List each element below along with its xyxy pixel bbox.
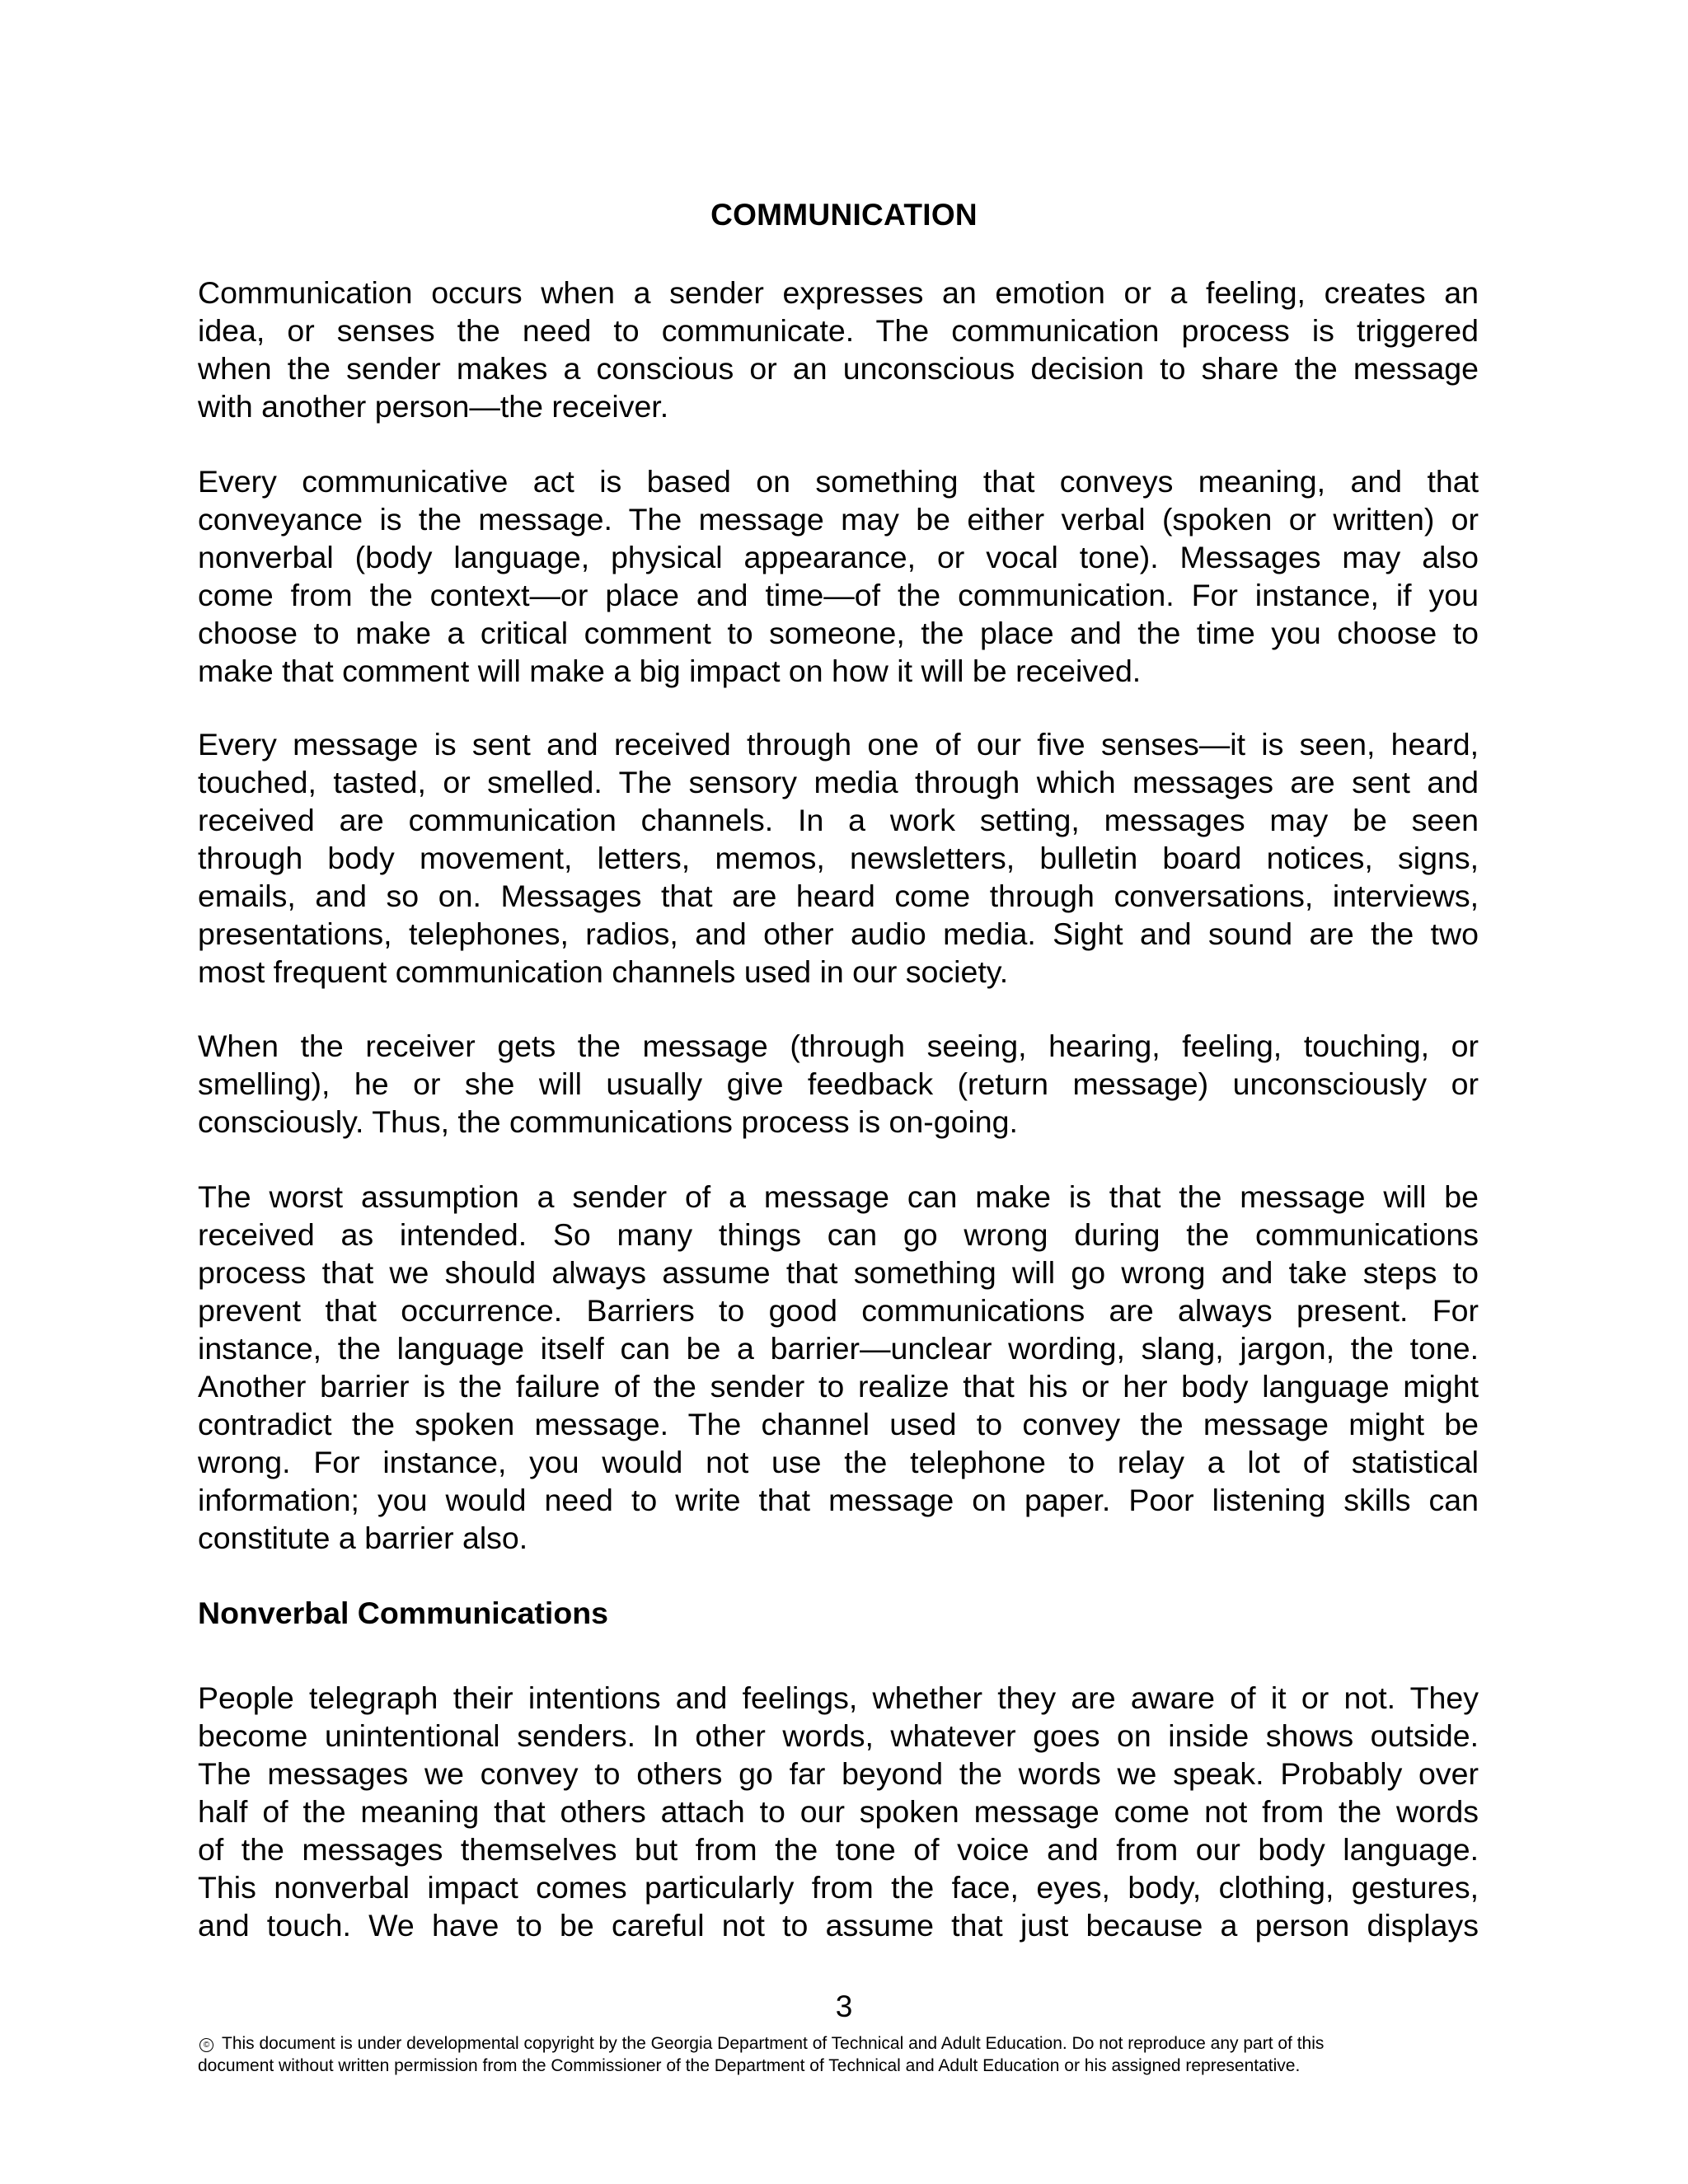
paragraph-2: [198, 462, 1479, 690]
text-line: This nonverbal impact comes particularly from the face, eyes, body, clothing, gestures,: [198, 1870, 1479, 1905]
text-line: prevent that occurrence. Barriers to good communications are always present. For: [198, 1293, 1479, 1328]
paragraph-5: [198, 1178, 1479, 1557]
text-line: become unintentional senders. In other words, whatever goes on inside shows outside.: [198, 1718, 1479, 1753]
text-line: contradict the spoken message. The channel used to convey the message might be: [198, 1407, 1479, 1441]
text-line: Every communicative act is based on something that conveys meaning, and that: [198, 464, 1479, 499]
text-line: Every message is sent and received through one of our five senses—it is seen, heard,: [198, 727, 1479, 762]
page-number: 3: [835, 1990, 853, 2023]
text-line: process that we should always assume that something will go wrong and take steps to: [198, 1255, 1479, 1290]
section-heading: Nonverbal Communications: [198, 1596, 608, 1630]
text-line: The messages we convey to others go far beyond the words we speak. Probably over: [198, 1756, 1479, 1791]
paragraph-3: [198, 725, 1479, 991]
text-line: instance, the language itself can be a barrier—unclear wording, slang, jargon, the tone.: [198, 1331, 1479, 1366]
text-line: received are communication channels. In a work setting, messages may be seen: [198, 803, 1479, 837]
copyright-text-2: document without written permission from the Commissioner of the Department of Technical and Adult Education or his assigned representative.: [198, 2056, 1301, 2075]
text-line: when the sender makes a conscious or an unconscious decision to share the message: [198, 351, 1479, 386]
text-line: information; you would need to write that message on paper. Poor listening skills can: [198, 1483, 1479, 1517]
text-line: Communication occurs when a sender expresses an emotion or a feeling, creates an: [198, 275, 1479, 310]
text-line: make that comment will make a big impact on how it will be received.: [198, 654, 1142, 688]
text-line: wrong. For instance, you would not use the telephone to relay a lot of statistical: [198, 1445, 1479, 1479]
text-line: emails, and so on. Messages that are heard come through conversations, interviews,: [198, 879, 1479, 913]
copyright-notice: [198, 2032, 1517, 2077]
text-line: nonverbal (body language, physical appearance, or vocal tone). Messages may also: [198, 540, 1479, 574]
text-line: When the receiver gets the message (through seeing, hearing, feeling, touching, or: [198, 1029, 1479, 1063]
text-line: presentations, telephones, radios, and other audio media. Sight and sound are the two: [198, 916, 1479, 951]
paragraph-1: [198, 274, 1479, 425]
page-title: COMMUNICATION: [710, 198, 978, 232]
copyright-icon: ©: [199, 2038, 213, 2052]
text-line: constitute a barrier also.: [198, 1521, 528, 1555]
text-line: with another person—the receiver.: [198, 389, 669, 424]
text-line: idea, or senses the need to communicate. The communication process is triggered: [198, 313, 1479, 348]
text-line: half of the meaning that others attach to our spoken message come not from the words: [198, 1794, 1479, 1829]
text-line: conveyance is the message. The message may be either verbal (spoken or written) or: [198, 502, 1479, 537]
paragraph-4: [198, 1027, 1479, 1141]
paragraph-6: [198, 1679, 1479, 1944]
copyright-text-1: This document is under developmental copyright by the Georgia Department of Technical and Adult Education. Do not reproduce any part of this: [222, 2034, 1325, 2053]
text-line: The worst assumption a sender of a message can make is that the message will be: [198, 1179, 1479, 1214]
text-line: most frequent communication channels used in our society.: [198, 954, 1009, 989]
copyright-line-1: [198, 2032, 1517, 2055]
text-line: choose to make a critical comment to someone, the place and the time you choose to: [198, 616, 1479, 650]
text-line: through body movement, letters, memos, newsletters, bulletin board notices, signs,: [198, 841, 1479, 875]
text-line: smelling), he or she will usually give feedback (return message) unconsciously or: [198, 1066, 1479, 1101]
text-line: Another barrier is the failure of the sender to realize that his or her body language might: [198, 1369, 1479, 1404]
text-line: People telegraph their intentions and feelings, whether they are aware of it or not. They: [198, 1680, 1479, 1715]
text-line: and touch. We have to be careful not to assume that just because a person displays: [198, 1908, 1479, 1943]
text-line: received as intended. So many things can go wrong during the communications: [198, 1217, 1479, 1252]
text-line: of the messages themselves but from the tone of voice and from our body language.: [198, 1832, 1479, 1867]
text-line: consciously. Thus, the communications process is on-going.: [198, 1104, 1018, 1139]
text-line: come from the context—or place and time—of the communication. For instance, if you: [198, 578, 1479, 612]
text-line: touched, tasted, or smelled. The sensory media through which messages are sent and: [198, 765, 1479, 799]
